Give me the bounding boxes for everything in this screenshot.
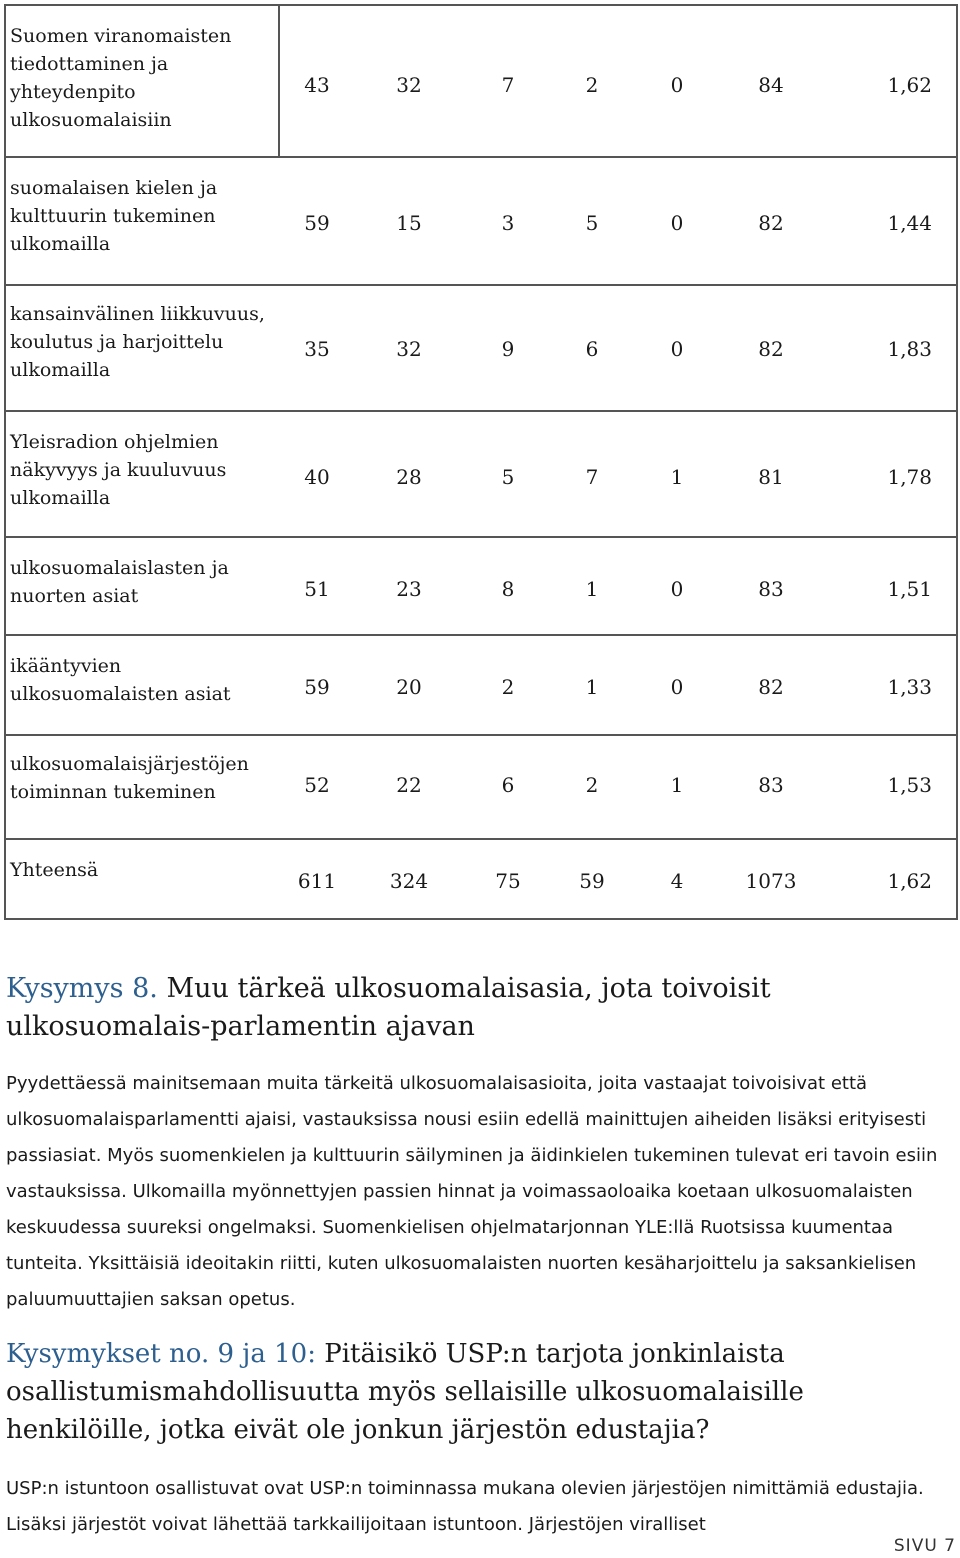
- row-values: [6, 866, 956, 896]
- cell: 1,53: [887, 773, 932, 797]
- table-row: [6, 156, 956, 284]
- table-row: [6, 734, 956, 838]
- row-values: [6, 334, 956, 364]
- cell: 6: [501, 773, 515, 797]
- cell: 1,62: [887, 869, 932, 893]
- cell: 1: [670, 465, 684, 489]
- table-row-total: [6, 838, 956, 918]
- cell: 82: [758, 337, 784, 361]
- row-label: Yhteensä: [10, 859, 99, 881]
- cell: 22: [396, 773, 422, 797]
- cell: 9: [501, 337, 515, 361]
- question-9-body: USP:n istuntoon osallistuvat ovat USP:n toiminnassa mukana olevien järjestöjen nimittämiä edustajia. Lisäksi järjestöt voivat lähettää tarkkailijoitaan istuntoon. Järjestöjen viralliset: [6, 1478, 924, 1535]
- page-number: SIVU 7: [893, 1536, 956, 1556]
- row-values: [6, 574, 956, 604]
- question-9-title: Pitäisikö USP:n tarjota jonkinlaista osallistumismahdollisuutta myös sellaisille ulkosuomalaisille henkilöille, jotka eivät ole jonkun järjestön edustajia?: [6, 1339, 804, 1445]
- row-label: ulkosuomalaisjärjestöjen toiminnan tukeminen: [10, 753, 249, 803]
- cell: 1,78: [887, 465, 932, 489]
- cell: 1: [585, 675, 599, 699]
- row-label: ikääntyvien ulkosuomalaisten asiat: [10, 655, 231, 705]
- table-row: [6, 536, 956, 634]
- question-9-heading: [6, 1335, 946, 1449]
- cell: 1: [670, 773, 684, 797]
- cell: 7: [585, 465, 599, 489]
- row-label: ulkosuomalaislasten ja nuorten asiat: [10, 557, 229, 607]
- row-values: [6, 70, 956, 100]
- cell: 7: [501, 73, 515, 97]
- cell: 0: [670, 577, 684, 601]
- question-9-prefix: Kysymykset no. 9 ja 10:: [6, 1339, 316, 1369]
- cell: 32: [396, 73, 422, 97]
- cell: 1: [585, 577, 599, 601]
- row-values: [6, 672, 956, 702]
- cell: 59: [579, 869, 605, 893]
- cell: 1,62: [887, 73, 932, 97]
- cell: 1073: [745, 869, 797, 893]
- cell: 83: [758, 577, 784, 601]
- cell: 0: [670, 73, 684, 97]
- table-row: [6, 4, 956, 156]
- cell: 59: [304, 211, 330, 235]
- cell: 84: [758, 73, 784, 97]
- table-row: [6, 284, 956, 410]
- cell: 2: [501, 675, 515, 699]
- cell: 1,33: [887, 675, 932, 699]
- cell: 1,44: [887, 211, 932, 235]
- cell: 1,83: [887, 337, 932, 361]
- cell: 75: [495, 869, 521, 893]
- row-values: [6, 462, 956, 492]
- cell: 59: [304, 675, 330, 699]
- cell: 0: [670, 675, 684, 699]
- table-row: [6, 410, 956, 536]
- cell: 6: [585, 337, 599, 361]
- cell: 82: [758, 675, 784, 699]
- cell: 43: [304, 73, 330, 97]
- cell: 3: [501, 211, 515, 235]
- cell: 0: [670, 211, 684, 235]
- cell: 52: [304, 773, 330, 797]
- cell: 2: [585, 73, 599, 97]
- results-table: [4, 4, 958, 920]
- question-8-prefix: Kysymys 8.: [6, 973, 158, 1004]
- cell: 1,51: [887, 577, 932, 601]
- cell: 28: [396, 465, 422, 489]
- cell: 5: [501, 465, 515, 489]
- table-row: [6, 634, 956, 734]
- question-8-heading: [6, 970, 946, 1046]
- cell: 81: [758, 465, 784, 489]
- cell: 611: [297, 869, 337, 893]
- cell: 23: [396, 577, 422, 601]
- cell: 8: [501, 577, 515, 601]
- cell: 51: [304, 577, 330, 601]
- cell: 0: [670, 337, 684, 361]
- row-label: Yleisradion ohjelmien näkyvyys ja kuuluvuus ulkomailla: [10, 431, 227, 509]
- cell: 20: [396, 675, 422, 699]
- cell: 35: [304, 337, 330, 361]
- cell: 5: [585, 211, 599, 235]
- cell: 15: [396, 211, 422, 235]
- cell: 82: [758, 211, 784, 235]
- row-label: suomalaisen kielen ja kulttuurin tukeminen ulkomailla: [10, 177, 218, 255]
- cell: 83: [758, 773, 784, 797]
- cell: 324: [389, 869, 429, 893]
- cell: 40: [304, 465, 330, 489]
- cell: 2: [585, 773, 599, 797]
- cell: 32: [396, 337, 422, 361]
- row-values: [6, 770, 956, 800]
- row-label: Suomen viranomaisten tiedottaminen ja yhteydenpito ulkosuomalaisiin: [10, 25, 232, 131]
- cell: 4: [670, 869, 684, 893]
- question-8-title: Muu tärkeä ulkosuomalaisasia, jota toivoisit ulkosuomalais-parlamentin ajavan: [6, 973, 771, 1042]
- row-label: kansainvälinen liikkuvuus, koulutus ja harjoittelu ulkomailla: [10, 303, 265, 381]
- question-8-body: Pyydettäessä mainitsemaan muita tärkeitä ulkosuomalaisasioita, joita vastaajat toivoisivat että ulkosuomalaisparlamentti ajaisi, vastauksissa nousi esiin edellä mainittujen aiheiden lisäksi erityisesti passiasiat. Myös suomenkielen ja kulttuurin säilyminen ja äidinkielen tukeminen tulevat eri tavoin esiin vastauksissa. Ulkomailla myönnettyjen passien hinnat ja voimassaoloaika koetaan ulkosuomalaisten keskuudessa suureksi ongelmaksi. Suomenkielisen ohjelmatarjonnan YLE:llä Ruotsissa kuumentaa tunteita. Yksittäisiä ideoitakin riitti, kuten ulkosuomalaisten nuorten kesäharjoittelu ja saksankielisen paluumuuttajien saksan opetus.: [6, 1073, 938, 1310]
- row-values: [6, 208, 956, 238]
